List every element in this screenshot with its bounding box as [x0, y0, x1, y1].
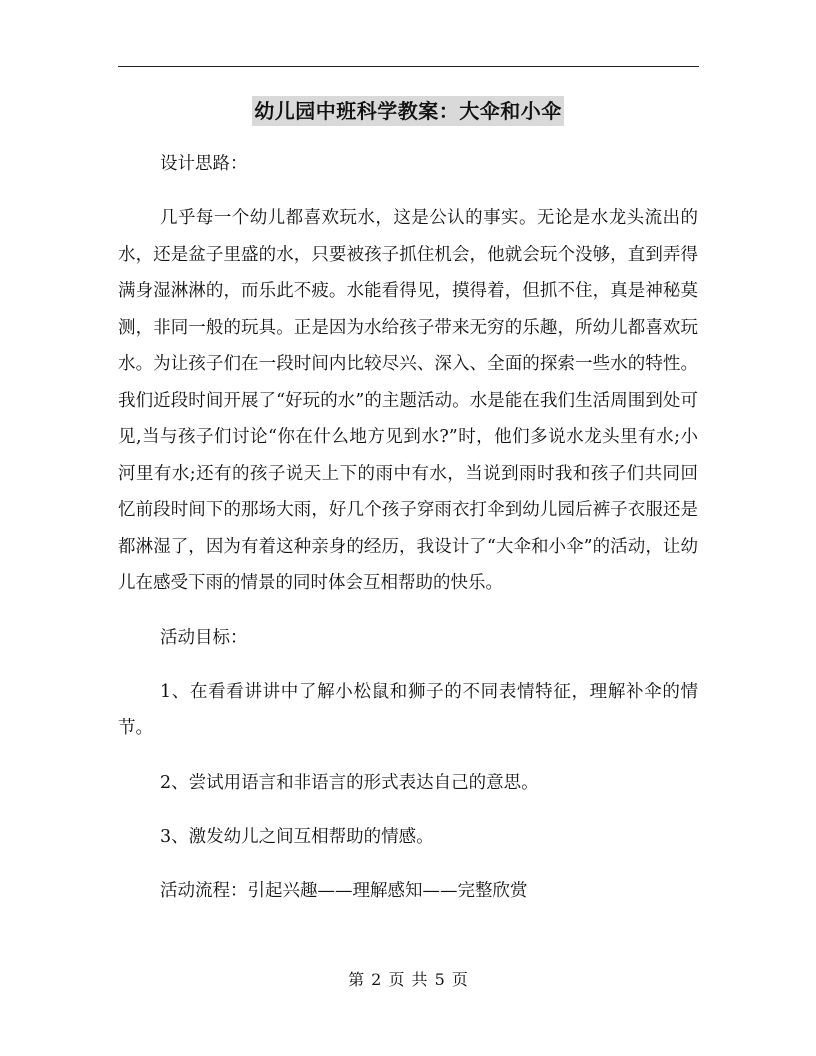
design-paragraph: 几乎每一个幼儿都喜欢玩水，这是公认的事实。无论是水龙头流出的水，还是盆子里盛的水，只要被孩子抓住机会，他就会玩个没够，直到弄得满身湿淋淋的，而乐此不疲。水能看得见，摸得着，但抓不住，真是神秘莫测，非同一般的玩具。正是因为水给孩子带来无穷的乐趣，所幼儿都喜欢玩水。为让孩子们在一段时间内比较尽兴、深入、全面的探索一些水的特性。我们近段时间开展了“好玩的水”的主题活动。水是能在我们生活周围到处可见,当与孩子们讨论“你在什么地方见到水?”时，他们多说水龙头里有水;小河里有水;还有的孩子说天上下的雨中有水，当说到雨时我和孩子们共同回忆前段时间下的那场大雨，好几个孩子穿雨衣打伞到幼儿园后裤子衣服还是都淋湿了，因为有着这种亲身的经历，我设计了“大伞和小伞”的活动，让幼儿在感受下雨的情景的同时体会互相帮助的快乐。 — [118, 208, 698, 593]
process-line: 活动流程：引起兴趣——理解感知——完整欣赏 — [160, 880, 528, 901]
design-heading: 设计思路： — [160, 154, 248, 174]
goal-item-1: 1、在看看讲讲中了解小松鼠和狮子的不同表情特征，理解补伞的情节。 — [118, 681, 698, 738]
title-container — [0, 96, 816, 126]
header-rule — [118, 66, 699, 67]
goal-item-3: 3、激发幼儿之间互相帮助的情感。 — [160, 826, 434, 847]
goal-item-2: 2、尝试用语言和非语言的形式表达自己的意思。 — [160, 772, 539, 793]
goals-heading: 活动目标： — [160, 627, 248, 648]
document-title: 幼儿园中班科学教案：大伞和小伞 — [252, 96, 564, 126]
page-footer: 第 2 页 共 5 页 — [348, 970, 468, 989]
document-body — [118, 146, 698, 909]
